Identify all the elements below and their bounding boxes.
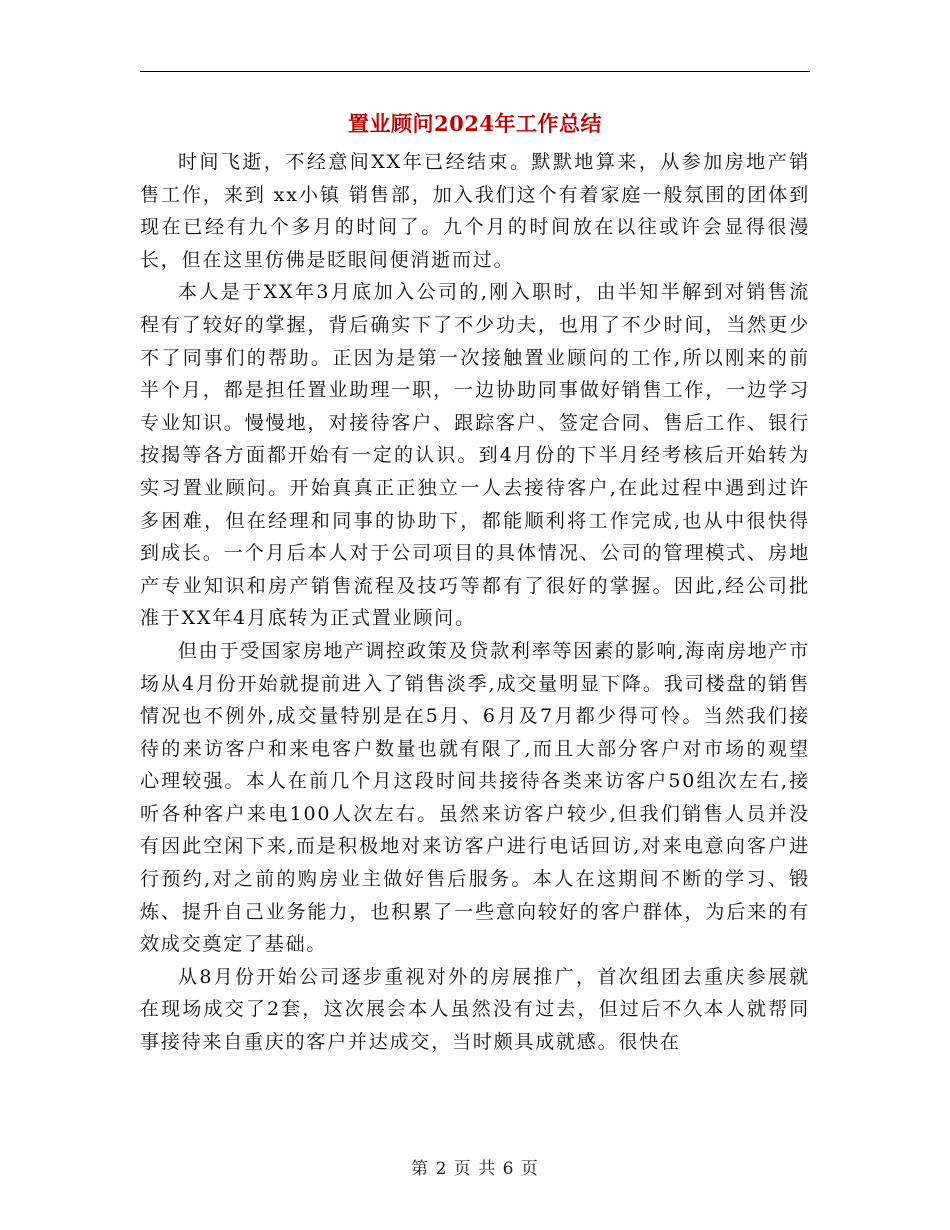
paragraph-3: 但由于受国家房地产调控政策及贷款利率等因素的影响,海南房地产市场从4月份开始就提前进入了销售淡季,成交量明显下降。我司楼盘的销售情况也不例外,成交量特别是在5月、6月及7月都少得可怜。当然我们接待的来访客户和来电客户数量也就有限了,而且大部分客户对市场的观望心理较强。本人在前几个月这段时间共接待各类来访客户50组次左右,接听各种客户来电100人次左右。虽然来访客户较少,但我们销售人员并没有因此空闲下来,而是积极地对来访客户进行电话回访,对来电意向客户进行预约,对之前的购房业主做好售后服务。本人在这期间不断的学习、锻炼、提升自己业务能力，也积累了一些意向较好的客户群体，为后来的有效成交奠定了基础。 [140, 639, 810, 956]
document-title: 置业顾问2024年工作总结 [348, 111, 602, 136]
paragraph-1: 时间飞逝，不经意间XX年已经结束。默默地算来，从参加房地产销售工作，来到 xx小镇 销售部，加入我们这个有着家庭一般氛围的团体到现在已经有九个多月的时间了。九个月的时间放在以往或许会显得很漫长，但在这里仿佛是眨眼间便消逝而过。 [140, 151, 810, 271]
page-number-footer: 第 2 页 共 6 页 [411, 1159, 539, 1179]
document-body [140, 146, 810, 1059]
header-rule [140, 71, 810, 72]
paragraph-2: 本人是于XX年3月底加入公司的,刚入职时，由半知半解到对销售流程有了较好的掌握，背后确实下了不少功夫，也用了不少时间，当然更少不了同事们的帮助。正因为是第一次接触置业顾问的工作,所以刚来的前半个月，都是担任置业助理一职，一边协助同事做好销售工作，一边学习专业知识。慢慢地，对接待客户、跟踪客户、签定合同、售后工作、银行按揭等各方面都开始有一定的认识。到4月份的下半月经考核后开始转为实习置业顾问。开始真真正正独立一人去接待客户,在此过程中遇到过许多困难，但在经理和同事的协助下，都能顺利将工作完成,也从中很快得到成长。一个月后本人对于公司项目的具体情况、公司的管理模式、房地产专业知识和房产销售流程及技巧等都有了很好的掌握。因此,经公司批准于XX年4月底转为正式置业顾问。 [140, 281, 810, 630]
paragraph-4: 从8月份开始公司逐步重视对外的房展推广，首次组团去重庆参展就在现场成交了2套，这次展会本人虽然没有过去，但过后不久本人就帮同事接待来自重庆的客户并达成交，当时颇具成就感。很快在 [140, 965, 810, 1054]
